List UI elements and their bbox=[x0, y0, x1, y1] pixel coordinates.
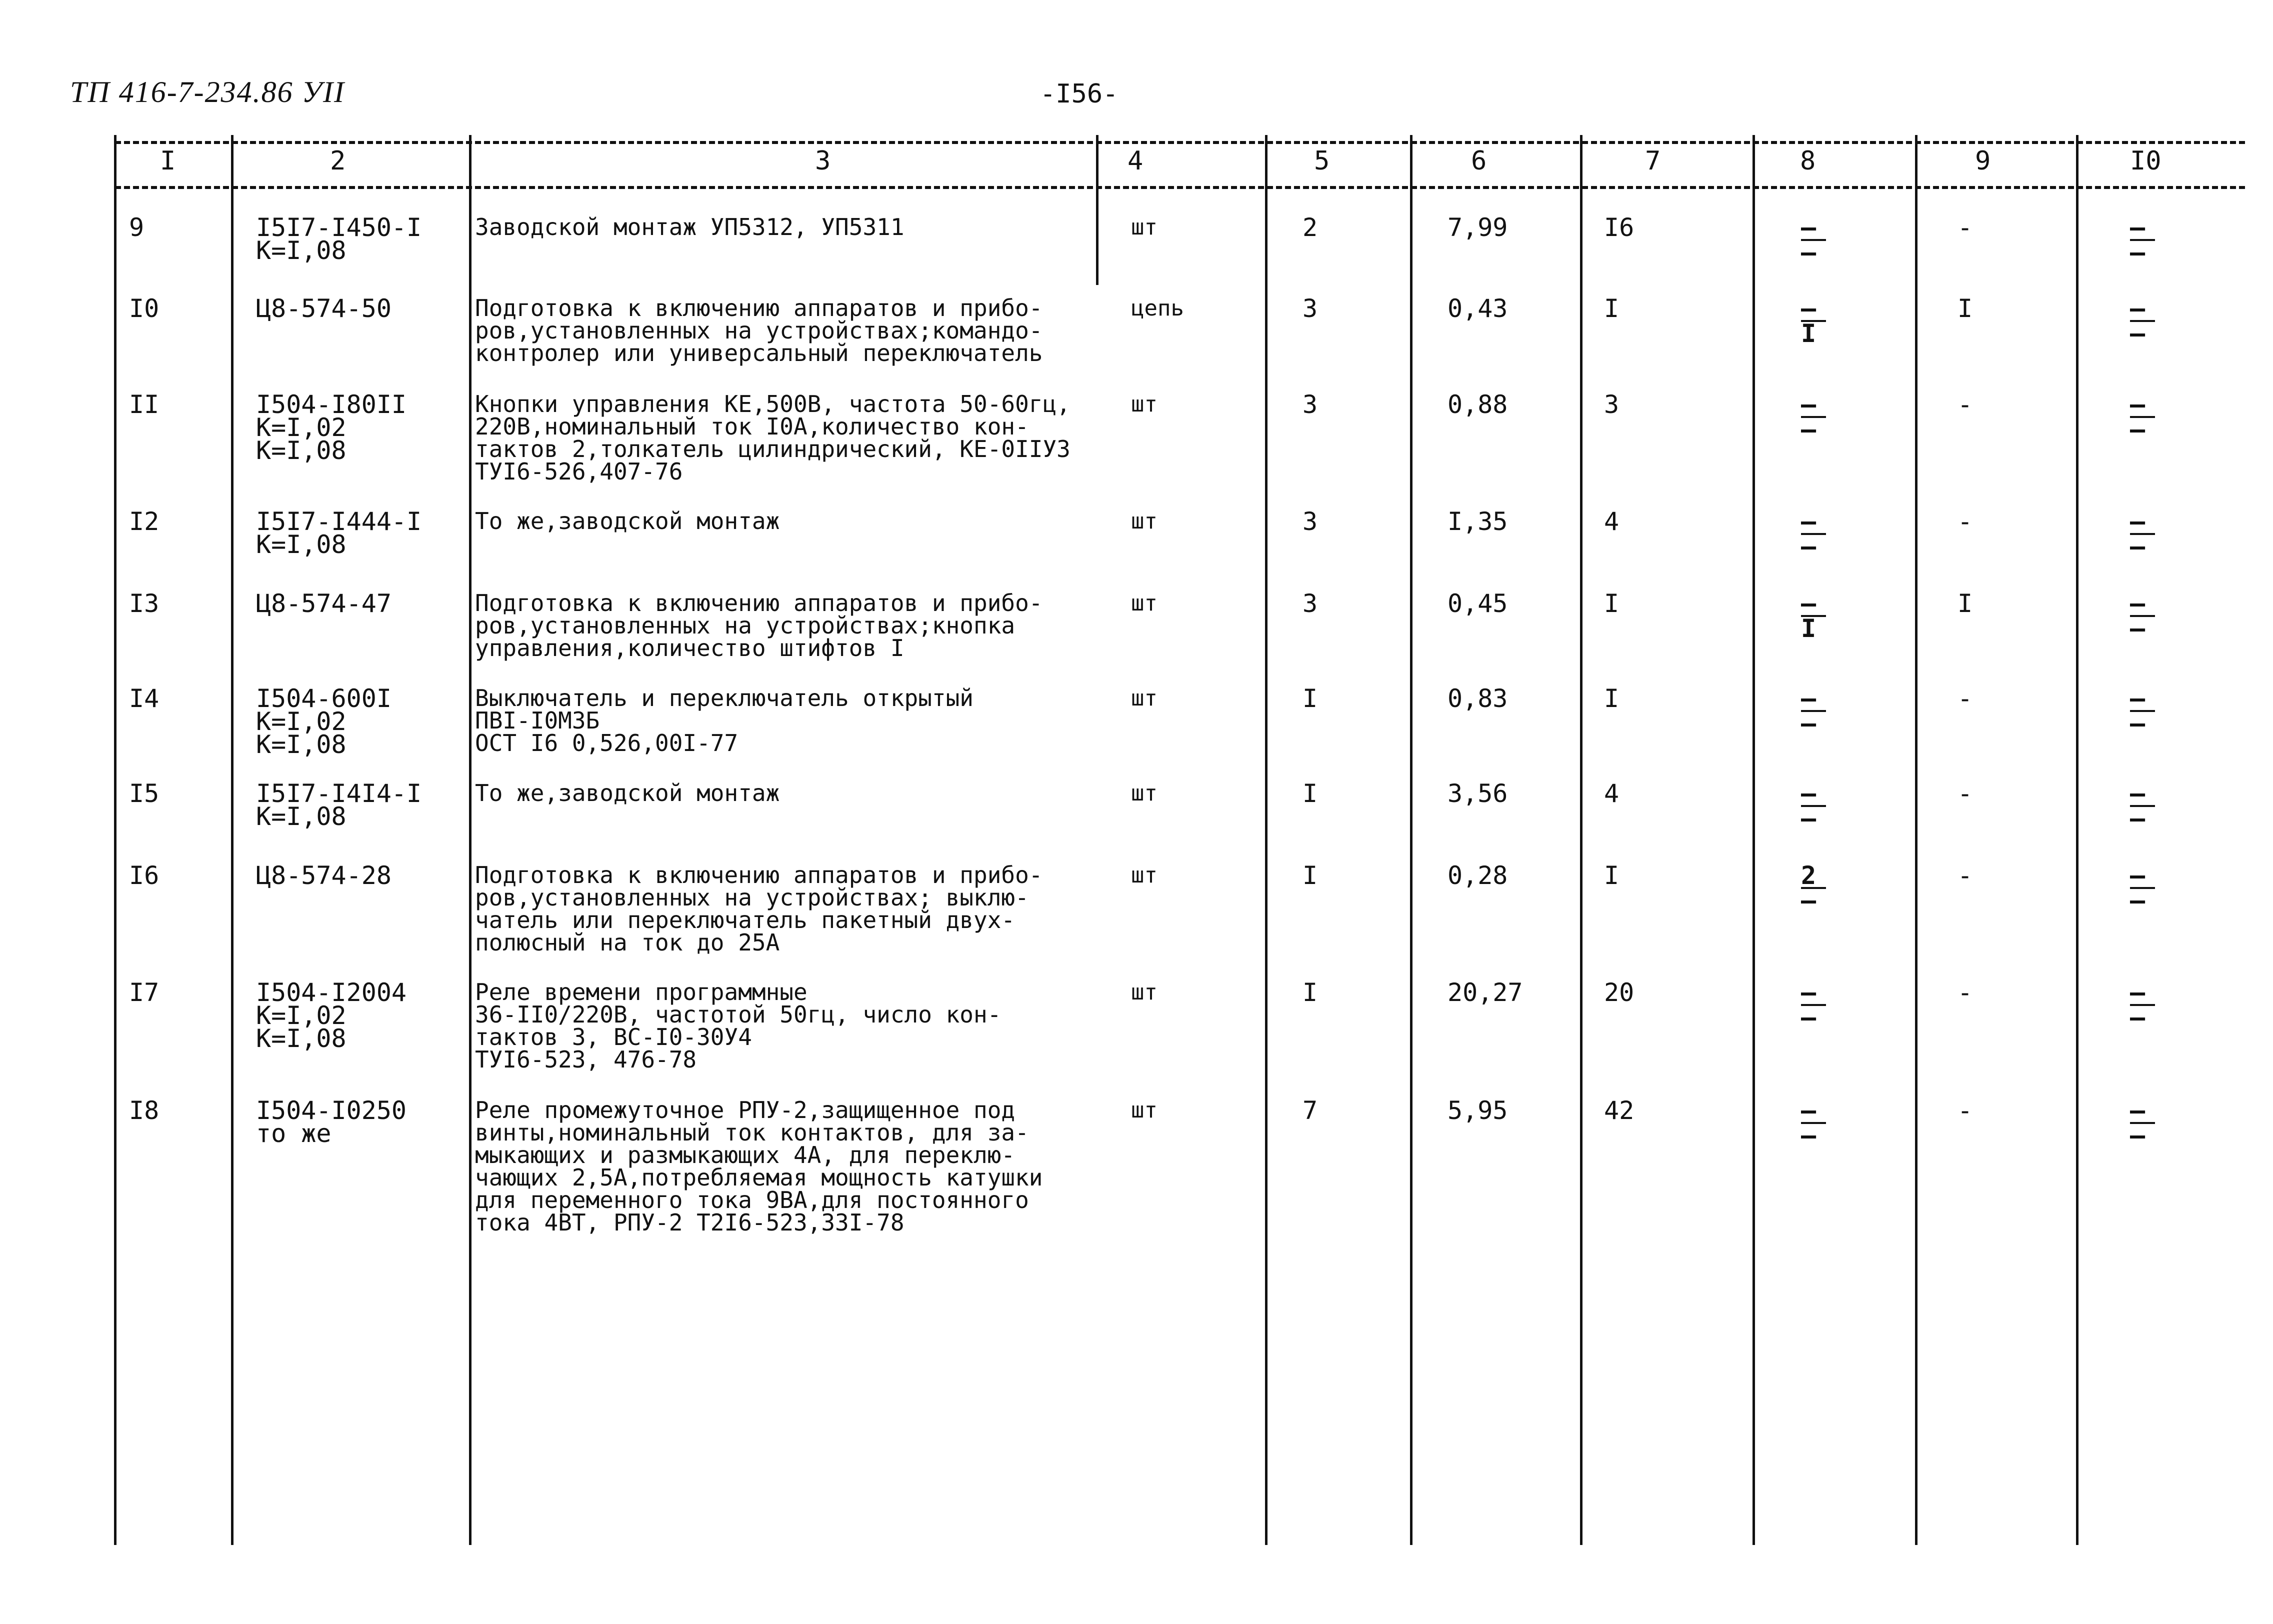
column-10-bottom: – bbox=[2130, 804, 2146, 833]
column-6-value: 0,43 bbox=[1448, 294, 1508, 323]
unit: шт bbox=[1131, 862, 1158, 888]
column-9-value: - bbox=[1958, 1096, 1973, 1125]
position-code: Ц8-574-47 bbox=[256, 589, 392, 618]
column-6-value: 3,56 bbox=[1448, 779, 1508, 808]
column-8-value bbox=[1801, 589, 1826, 643]
item-description: Подготовка к включению аппаратов и прибо- ров,установленных на устройствах;командо- контролер или универсальный переключатель bbox=[475, 294, 1043, 366]
column-9-value: - bbox=[1958, 779, 1973, 808]
column-10-bottom: – bbox=[2130, 415, 2146, 444]
column-10-top: – bbox=[2130, 687, 2155, 712]
item-description: Кнопки управления КЕ,500В, частота 50-60гц, 220В,номинальный ток I0А,количество кон- тактов 2,толкатель цилиндрический, КЕ-0IIУЗ ТУI6-526,407-76 bbox=[475, 390, 1070, 485]
table-col-divider bbox=[1265, 135, 1268, 1545]
quantity: 3 bbox=[1302, 390, 1318, 419]
column-10-value bbox=[2130, 978, 2155, 1032]
column-10-value bbox=[2130, 390, 2155, 444]
column-8-value bbox=[1801, 294, 1826, 348]
column-6-value: 5,95 bbox=[1448, 1096, 1508, 1125]
item-description: Подготовка к включению аппаратов и прибо- ров,установленных на устройствах; выклю- чатель или переключатель пакетный двух- полюсный на ток до 25А bbox=[475, 862, 1043, 956]
column-8-value bbox=[1801, 779, 1826, 833]
quantity: 7 bbox=[1302, 1096, 1318, 1125]
column-10-value bbox=[2130, 861, 2155, 915]
column-7-value: I6 bbox=[1604, 213, 1634, 242]
row-number: I5 bbox=[129, 779, 160, 808]
unit: шт bbox=[1131, 214, 1158, 240]
column-8-bottom: – bbox=[1801, 804, 1816, 833]
position-code: Ц8-574-28 bbox=[256, 861, 392, 890]
column-8-bottom: – bbox=[1801, 532, 1816, 561]
position-code: I5I7-I444-I К=I,08 bbox=[256, 507, 422, 559]
quantity: I bbox=[1302, 684, 1318, 713]
table-col-divider bbox=[1410, 135, 1412, 1545]
row-number: 9 bbox=[129, 213, 144, 242]
item-description: Выключатель и переключатель открытый ПВI-I0М3Б ОСТ I6 0,526,00I-77 bbox=[475, 684, 974, 756]
unit: шт bbox=[1131, 1098, 1158, 1123]
position-code: I504-I80II К=I,02 К=I,08 bbox=[256, 390, 407, 465]
column-8-top: – bbox=[1801, 981, 1826, 1006]
column-8-top: – bbox=[1801, 687, 1826, 712]
quantity: 3 bbox=[1302, 507, 1318, 536]
column-10-bottom: – bbox=[2130, 709, 2146, 738]
column-10-value bbox=[2130, 589, 2155, 643]
column-number-2: 2 bbox=[330, 146, 346, 176]
column-6-value: 7,99 bbox=[1448, 213, 1508, 242]
column-10-bottom: – bbox=[2130, 238, 2146, 267]
unit: шт bbox=[1131, 780, 1158, 806]
column-number-4: 4 bbox=[1128, 146, 1144, 176]
table-header-top-rule bbox=[115, 141, 2245, 144]
position-code: I5I7-I4I4-I К=I,08 bbox=[256, 779, 422, 831]
column-number-1: I bbox=[160, 146, 176, 176]
column-10-top: – bbox=[2130, 1099, 2155, 1124]
position-code: I5I7-I450-I К=I,08 bbox=[256, 213, 422, 265]
position-code: Ц8-574-50 bbox=[256, 294, 392, 323]
item-description: Реле промежуточное РПУ-2,защищенное под винты,номинальный ток контактов, для за- мыкающих и размыкающих 4А, для переклю- чающих 2,5А,потребляемая мощность катушки для переменного тока 9ВА,для постоянного тока 4ВТ, РПУ-2 Т2I6-523,33I-78 bbox=[475, 1096, 1043, 1236]
column-8-bottom: – bbox=[1801, 886, 1816, 915]
column-8-value bbox=[1801, 978, 1826, 1032]
column-10-top: – bbox=[2130, 510, 2155, 535]
item-description: Реле времени программные 36-II0/220В, частотой 50гц, число кон- тактов 3, ВС-I0-30У4 ТУI6-523, 476-78 bbox=[475, 978, 1002, 1073]
column-10-value bbox=[2130, 779, 2155, 833]
column-9-value: I bbox=[1958, 294, 1973, 323]
column-9-value: - bbox=[1958, 507, 1973, 536]
column-number-5: 5 bbox=[1314, 146, 1330, 176]
column-8-bottom: – bbox=[1801, 415, 1816, 444]
table-header-bottom-rule bbox=[115, 186, 2245, 189]
column-10-bottom: – bbox=[2130, 614, 2146, 643]
column-10-top: – bbox=[2130, 216, 2155, 241]
unit: цепь bbox=[1131, 296, 1184, 321]
column-9-value: - bbox=[1958, 861, 1973, 890]
table-col-divider bbox=[1752, 135, 1755, 1545]
column-6-value: 0,83 bbox=[1448, 684, 1508, 713]
unit: шт bbox=[1131, 392, 1158, 417]
column-8-top: – bbox=[1801, 216, 1826, 241]
position-code: I504-I0250 то же bbox=[256, 1096, 407, 1148]
column-number-6: 6 bbox=[1471, 146, 1487, 176]
column-10-bottom: – bbox=[2130, 1003, 2146, 1032]
row-number: I6 bbox=[129, 861, 160, 890]
position-code: I504-600I К=I,02 К=I,08 bbox=[256, 684, 392, 759]
column-8-bottom: – bbox=[1801, 238, 1816, 267]
column-7-value: I bbox=[1604, 294, 1620, 323]
column-7-value: 42 bbox=[1604, 1096, 1634, 1125]
table-col-divider bbox=[1580, 135, 1582, 1545]
quantity: 3 bbox=[1302, 294, 1318, 323]
column-8-value bbox=[1801, 507, 1826, 561]
quantity: I bbox=[1302, 861, 1318, 890]
row-number: I8 bbox=[129, 1096, 160, 1125]
item-description: Заводской монтаж УП5312, УП5311 bbox=[475, 214, 904, 240]
column-10-bottom: – bbox=[2130, 319, 2146, 348]
column-9-value: I bbox=[1958, 589, 1973, 618]
column-7-value: I bbox=[1604, 589, 1620, 618]
item-description: Подготовка к включению аппаратов и прибо- ров,установленных на устройствах;кнопка управления,количество штифтов I bbox=[475, 590, 1043, 662]
column-7-value: 3 bbox=[1604, 390, 1620, 419]
column-8-bottom: I bbox=[1801, 614, 1816, 643]
quantity: 3 bbox=[1302, 589, 1318, 618]
column-8-bottom: – bbox=[1801, 1121, 1816, 1150]
position-code: I504-I2004 К=I,02 К=I,08 bbox=[256, 978, 407, 1053]
document-code: ТП 416-7-234.86 УII bbox=[70, 76, 345, 108]
unit: шт bbox=[1131, 686, 1158, 711]
column-8-value bbox=[1801, 390, 1826, 444]
table-col-divider bbox=[2076, 135, 2078, 1545]
column-10-value bbox=[2130, 1096, 2155, 1150]
column-8-top: – bbox=[1801, 510, 1826, 535]
column-number-7: 7 bbox=[1645, 146, 1661, 176]
row-number: I4 bbox=[129, 684, 160, 713]
table-col-divider bbox=[1096, 135, 1098, 285]
column-8-value bbox=[1801, 861, 1826, 915]
column-9-value: - bbox=[1958, 213, 1973, 242]
column-number-10: I0 bbox=[2130, 146, 2162, 176]
row-number: I3 bbox=[129, 589, 160, 618]
column-8-bottom: – bbox=[1801, 709, 1816, 738]
column-8-value bbox=[1801, 213, 1826, 267]
column-8-top: – bbox=[1801, 393, 1826, 418]
column-9-value: - bbox=[1958, 390, 1973, 419]
column-10-bottom: – bbox=[2130, 886, 2146, 915]
row-number: I2 bbox=[129, 507, 160, 536]
column-9-value: - bbox=[1958, 684, 1973, 713]
column-8-value bbox=[1801, 684, 1826, 738]
column-7-value: I bbox=[1604, 861, 1620, 890]
column-10-top: – bbox=[2130, 782, 2155, 807]
column-number-9: 9 bbox=[1975, 146, 1991, 176]
page-number: -I56- bbox=[1040, 79, 1118, 109]
column-10-value bbox=[2130, 294, 2155, 348]
column-8-bottom: – bbox=[1801, 1003, 1816, 1032]
column-8-top: – bbox=[1801, 1099, 1826, 1124]
column-10-value bbox=[2130, 684, 2155, 738]
table-col-divider bbox=[1915, 135, 1918, 1545]
column-10-top: – bbox=[2130, 393, 2155, 418]
column-10-value bbox=[2130, 213, 2155, 267]
column-8-top: – bbox=[1801, 592, 1826, 617]
column-6-value: 0,88 bbox=[1448, 390, 1508, 419]
column-7-value: 4 bbox=[1604, 779, 1620, 808]
unit: шт bbox=[1131, 508, 1158, 534]
column-7-value: I bbox=[1604, 684, 1620, 713]
quantity: I bbox=[1302, 978, 1318, 1007]
unit: шт bbox=[1131, 980, 1158, 1005]
quantity: 2 bbox=[1302, 213, 1318, 242]
column-6-value: I,35 bbox=[1448, 507, 1508, 536]
table-col-divider bbox=[231, 135, 234, 1545]
column-7-value: 20 bbox=[1604, 978, 1634, 1007]
column-8-bottom: I bbox=[1801, 319, 1816, 348]
column-10-top: – bbox=[2130, 864, 2155, 889]
table-col-divider bbox=[469, 135, 472, 1545]
column-8-top: – bbox=[1801, 782, 1826, 807]
column-10-top: – bbox=[2130, 592, 2155, 617]
column-6-value: 0,45 bbox=[1448, 589, 1508, 618]
column-8-top: – bbox=[1801, 297, 1826, 322]
column-10-top: – bbox=[2130, 297, 2155, 322]
row-number: I0 bbox=[129, 294, 160, 323]
column-number-3: 3 bbox=[815, 146, 831, 176]
quantity: I bbox=[1302, 779, 1318, 808]
column-8-value bbox=[1801, 1096, 1826, 1150]
column-10-bottom: – bbox=[2130, 1121, 2146, 1150]
item-description: То же,заводской монтаж bbox=[475, 508, 780, 534]
item-description: То же,заводской монтаж bbox=[475, 780, 780, 806]
unit: шт bbox=[1131, 590, 1158, 616]
column-6-value: 0,28 bbox=[1448, 861, 1508, 890]
column-10-value bbox=[2130, 507, 2155, 561]
column-number-8: 8 bbox=[1800, 146, 1816, 176]
row-number: I7 bbox=[129, 978, 160, 1007]
row-number: II bbox=[129, 390, 160, 419]
column-10-bottom: – bbox=[2130, 532, 2146, 561]
column-9-value: - bbox=[1958, 978, 1973, 1007]
column-10-top: – bbox=[2130, 981, 2155, 1006]
column-6-value: 20,27 bbox=[1448, 978, 1523, 1007]
table-border-left bbox=[114, 135, 116, 1545]
column-8-top: 2 bbox=[1801, 864, 1826, 889]
column-7-value: 4 bbox=[1604, 507, 1620, 536]
